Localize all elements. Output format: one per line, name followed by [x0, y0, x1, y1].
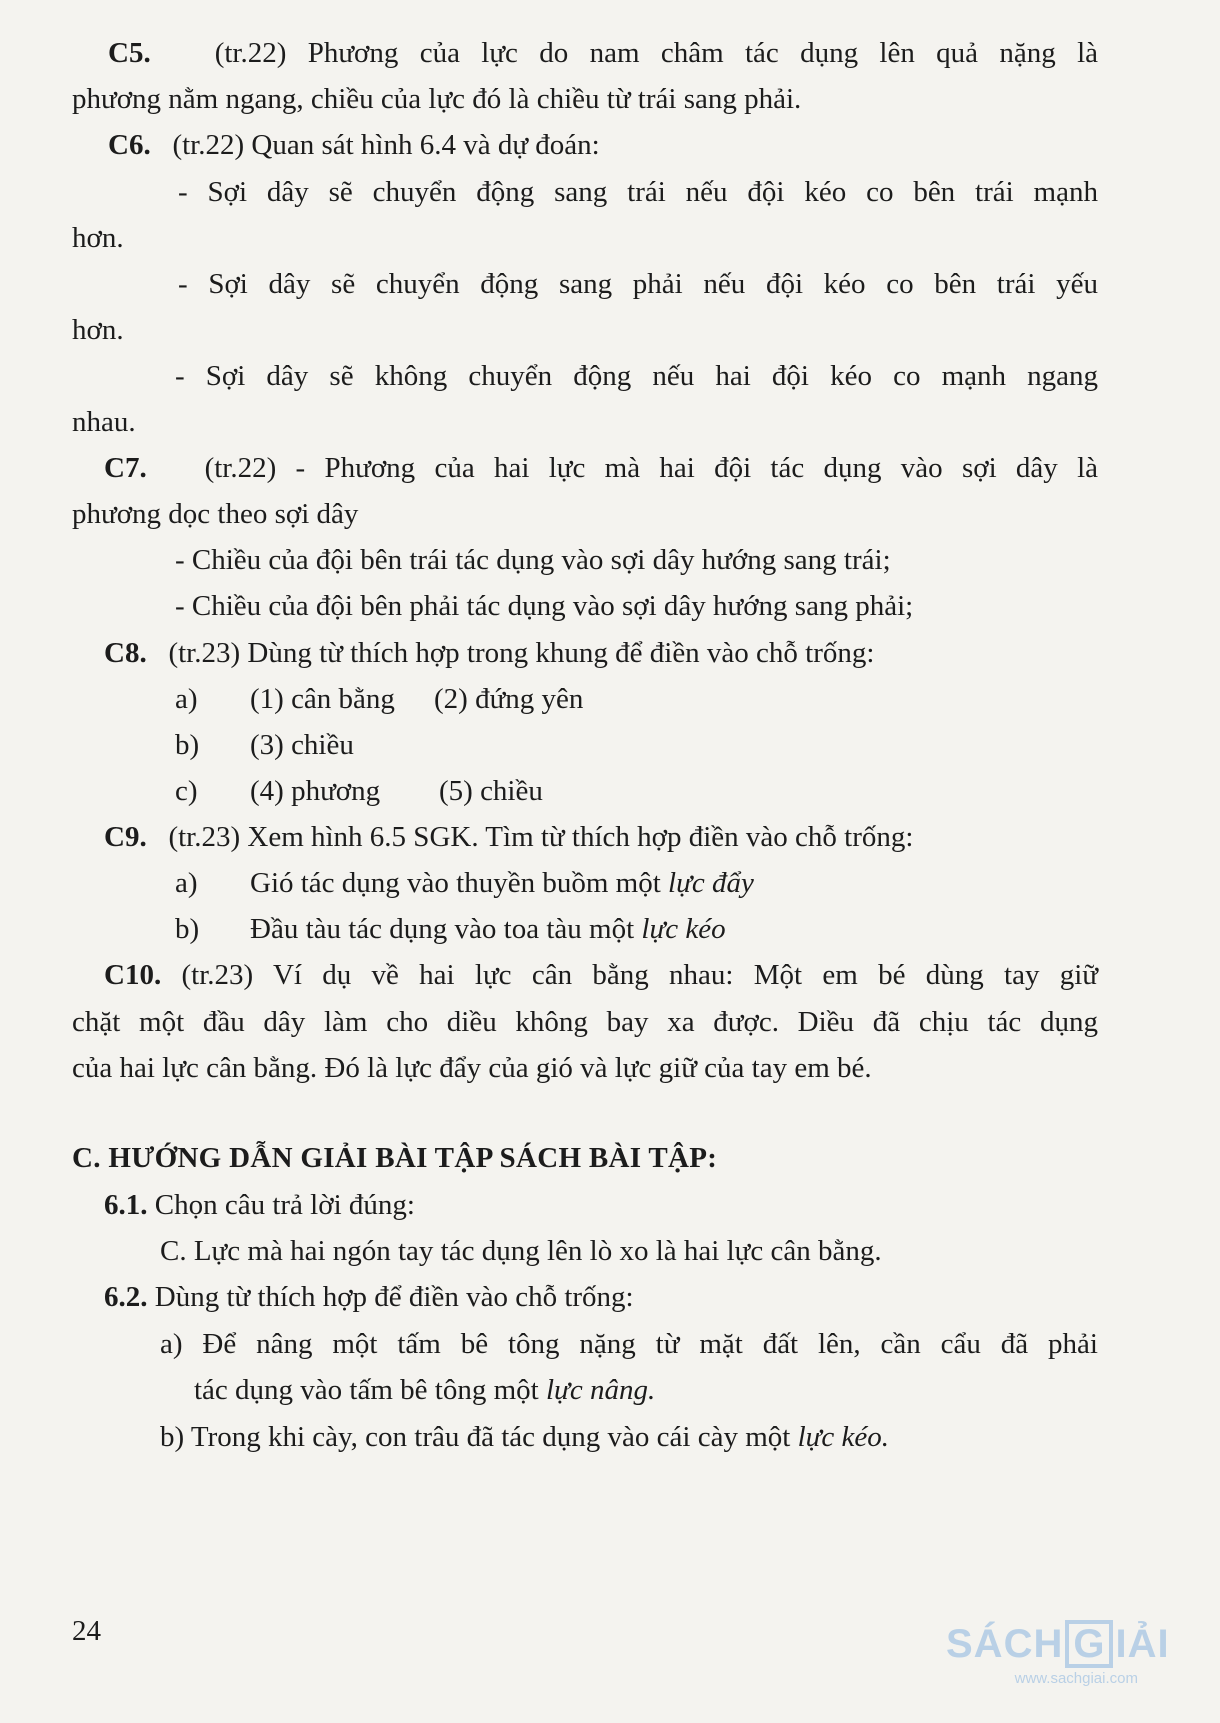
c10-line-3: của hai lực cân bằng. Đó là lực đẩy của gió và lực giữ của tay em bé.: [72, 1052, 872, 1084]
ex62-a-line-1: a) Để nâng một tấm bê tông nặng từ mặt đất lên, cần cẩu đã phải: [160, 1328, 1098, 1360]
c8-label: C8.: [104, 637, 147, 669]
c5-label: C5.: [108, 37, 151, 69]
c8-key-a: a): [175, 683, 198, 715]
watermark-right: IẢI: [1115, 1621, 1170, 1666]
c8-b-1: (3) chiều: [250, 729, 354, 761]
c8-line-1: [104, 636, 1130, 670]
c6-bullet-3: - Sợi dây sẽ không chuyển động nếu hai đội kéo co mạnh ngang: [175, 360, 1098, 392]
c8-key-c: c): [175, 775, 198, 807]
c10-label: C10.: [104, 959, 162, 991]
ex62-a-text: tác dụng vào tấm bê tông một: [194, 1374, 539, 1406]
ex62-line-1: [104, 1280, 1130, 1314]
c7-bullet-2: - Chiều của đội bên phải tác dụng vào sợi dây hướng sang phải;: [175, 590, 914, 622]
c7-text-1: (tr.22) - Phương của hai lực mà hai đội tác dụng vào sợi dây là: [204, 452, 1099, 484]
c8-text-1: (tr.23) Dùng từ thích hợp trong khung để điền vào chỗ trống:: [168, 637, 875, 669]
ex61-line-1: [104, 1188, 1130, 1222]
c7-line-2: phương dọc theo sợi dây: [72, 498, 359, 530]
c5-line-1: [108, 36, 1098, 70]
c8-item-b: [175, 728, 1201, 762]
ex62-b-text: b) Trong khi cày, con trâu đã tác dụng vào cái cày một: [160, 1421, 791, 1453]
ex62-b-line: [160, 1420, 1186, 1454]
watermark-url: www.sachgiai.com: [1014, 1670, 1138, 1687]
watermark-box-letter: G: [1065, 1620, 1113, 1668]
c6-line-1: [108, 128, 1134, 162]
c9-b-text: Đầu tàu tác dụng vào toa tàu một: [250, 913, 635, 945]
c9-text-1: (tr.23) Xem hình 6.5 SGK. Tìm từ thích hợp điền vào chỗ trống:: [168, 821, 914, 853]
watermark-left: SÁCH: [946, 1621, 1064, 1666]
c8-key-b: b): [175, 729, 200, 761]
c9-a-text: Gió tác dụng vào thuyền buồm một: [250, 867, 661, 899]
ex62-b-emphasis: lực kéo.: [797, 1421, 890, 1453]
c6-bullet-2-cont: hơn.: [72, 314, 124, 346]
c9-b-emphasis: lực kéo: [641, 913, 726, 945]
c6-label: C6.: [108, 129, 151, 161]
c6-text-1: (tr.22) Quan sát hình 6.4 và dự đoán:: [172, 129, 600, 161]
ex61-text-1: Chọn câu trả lời đúng:: [154, 1189, 415, 1221]
c6-bullet-1: - Sợi dây sẽ chuyển động sang trái nếu đội kéo co bên trái mạnh: [178, 176, 1098, 208]
section-c-heading: C. HƯỚNG DẪN GIẢI BÀI TẬP SÁCH BÀI TẬP:: [72, 1142, 718, 1174]
c8-item-c: [175, 774, 1201, 808]
c10-line-2: chặt một đầu dây làm cho diều không bay xa được. Diều đã chịu tác dụng: [72, 1006, 1098, 1038]
c7-label: C7.: [104, 452, 147, 484]
ex62-a-emphasis: lực nâng.: [545, 1374, 656, 1406]
c6-bullet-1-cont: hơn.: [72, 222, 124, 254]
c8-c-2: (5) chiều: [439, 775, 543, 807]
c5-text-1: (tr.22) Phương của lực do nam châm tác dụng lên quả nặng là: [214, 37, 1098, 69]
page-number: 24: [72, 1615, 101, 1647]
c6-bullet-3-cont: nhau.: [72, 406, 136, 438]
c7-line-1: [104, 451, 1098, 485]
c7-bullet-1: - Chiều của đội bên trái tác dụng vào sợi dây hướng sang trái;: [175, 544, 891, 576]
ex62-a-line-2: [194, 1373, 1220, 1407]
ex61-label: 6.1.: [104, 1189, 148, 1221]
watermark-logo-text: [946, 1618, 1170, 1670]
ex61-answer: C. Lực mà hai ngón tay tác dụng lên lò xo là hai lực cân bằng.: [160, 1235, 882, 1267]
c9-a-emphasis: lực đẩy: [668, 867, 754, 899]
c9-key-a: a): [175, 867, 198, 899]
c10-line-1: [104, 958, 1098, 992]
c8-item-a: [175, 682, 1201, 716]
c8-a-2: (2) đứng yên: [434, 683, 584, 715]
sachgiai-watermark: [946, 1618, 1170, 1698]
c9-key-b: b): [175, 913, 200, 945]
ex62-text-1: Dùng từ thích hợp để điền vào chỗ trống:: [154, 1281, 634, 1313]
c8-a-1: (1) cân bằng: [250, 683, 395, 715]
c5-line-2: phương nằm ngang, chiều của lực đó là chiều từ trái sang phải.: [72, 83, 802, 115]
c9-label: C9.: [104, 821, 147, 853]
c10-text-1: (tr.23) Ví dụ về hai lực cân bằng nhau: Một em bé dùng tay giữ: [181, 959, 1099, 991]
c6-bullet-2: - Sợi dây sẽ chuyển động sang phải nếu đội kéo co bên trái yếu: [178, 268, 1098, 300]
c9-item-b: [175, 912, 1201, 946]
c9-line-1: [104, 820, 1130, 854]
ex62-label: 6.2.: [104, 1281, 148, 1313]
c9-item-a: [175, 866, 1201, 900]
c8-c-1: (4) phương: [250, 775, 381, 807]
